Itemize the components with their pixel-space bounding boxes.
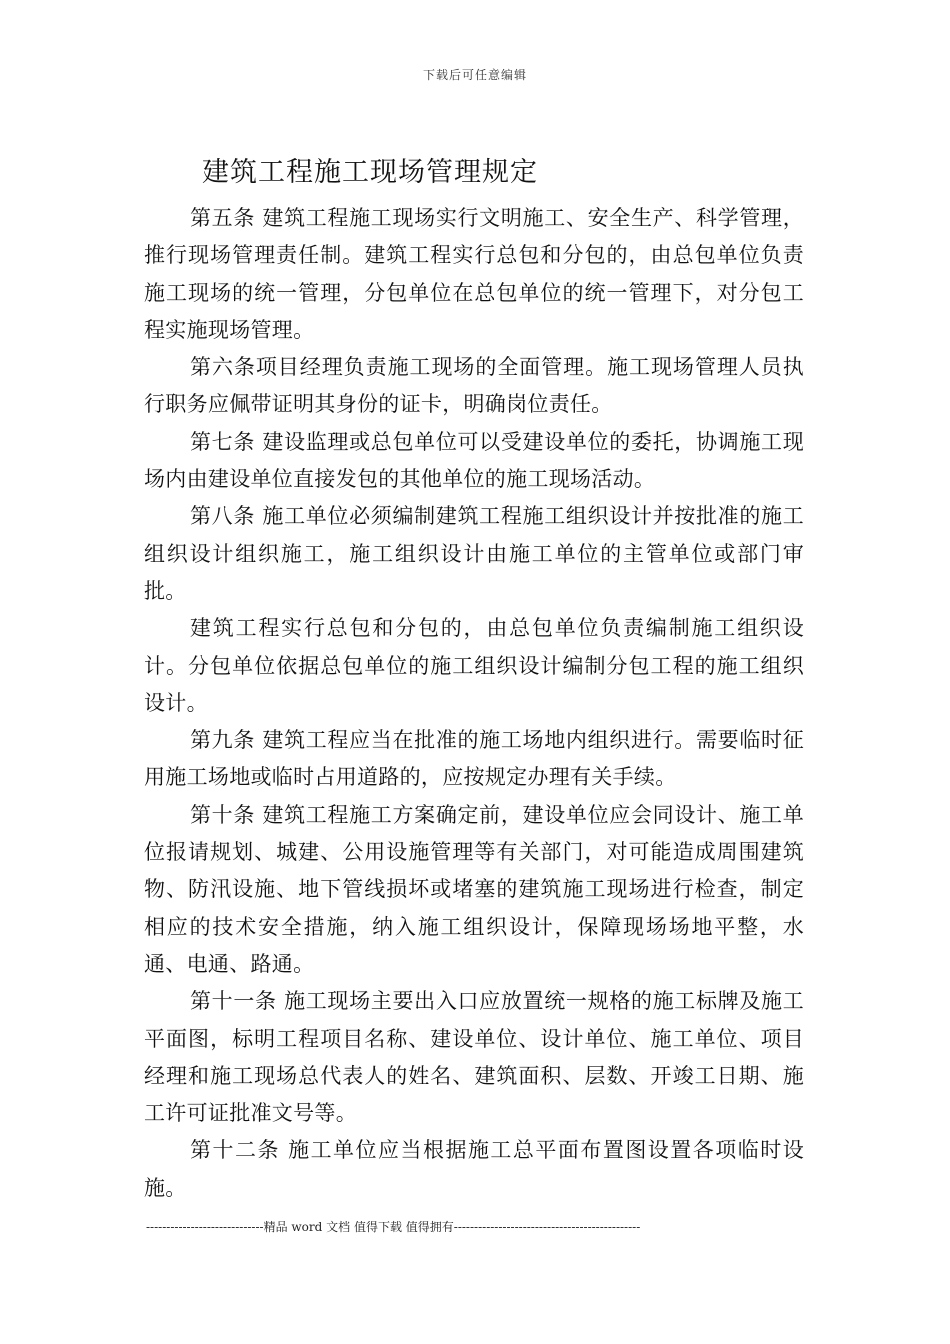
paragraph-article-12: 第十二条 施工单位应当根据施工总平面布置图设置各项临时设施。 xyxy=(144,1138,804,1200)
document-body xyxy=(144,200,804,1207)
page-footer: -----------------------------精品 word 文档 值得下载 值得拥有---------------------------------------------- xyxy=(146,1220,641,1234)
paragraph-article-6: 第六条项目经理负责施工现场的全面管理。施工现场管理人员执行职务应佩带证明其身份的证卡，明确岗位责任。 xyxy=(144,355,804,417)
paragraph-article-8-cont: 建筑工程实行总包和分包的，由总包单位负责编制施工组织设计。分包单位依据总包单位的施工组织设计编制分包工程的施工组织设计。 xyxy=(144,616,804,715)
paragraph-article-9: 第九条 建筑工程应当在批准的施工场地内组织进行。需要临时征用施工场地或临时占用道路的，应按规定办理有关手续。 xyxy=(144,728,804,790)
paragraph-article-7: 第七条 建设监理或总包单位可以受建设单位的委托，协调施工现场内由建设单位直接发包的其他单位的施工现场活动。 xyxy=(144,429,804,492)
paragraph-article-8: 第八条 施工单位必须编制建筑工程施工组织设计并按批准的施工组织设计组织施工，施工组织设计由施工单位的主管单位或部门审批。 xyxy=(144,504,804,603)
document-title: 建筑工程施工现场管理规定 xyxy=(202,157,538,188)
header-note: 下载后可任意编辑 xyxy=(422,68,527,82)
paragraph-article-10: 第十条 建筑工程施工方案确定前，建设单位应会同设计、施工单位报请规划、城建、公用设施管理等有关部门，对可能造成周围建筑物、防汛设施、地下管线损坏或堵塞的建筑施工现场进行检查，制定相应的技术安全措施，纳入施工组织设计，保障现场场地平整，水通、电通、路通。 xyxy=(144,802,804,976)
paragraph-article-5: 第五条 建筑工程施工现场实行文明施工、安全生产、科学管理，推行现场管理责任制。建筑工程实行总包和分包的，由总包单位负责施工现场的统一管理，分包单位在总包单位的统一管理下，对分包工程实施现场管理。 xyxy=(144,206,804,342)
paragraph-article-11: 第十一条 施工现场主要出入口应放置统一规格的施工标牌及施工平面图，标明工程项目名称、建设单位、设计单位、施工单位、项目经理和施工现场总代表人的姓名、建筑面积、层数、开竣工日期、施工许可证批准文号等。 xyxy=(144,989,804,1126)
